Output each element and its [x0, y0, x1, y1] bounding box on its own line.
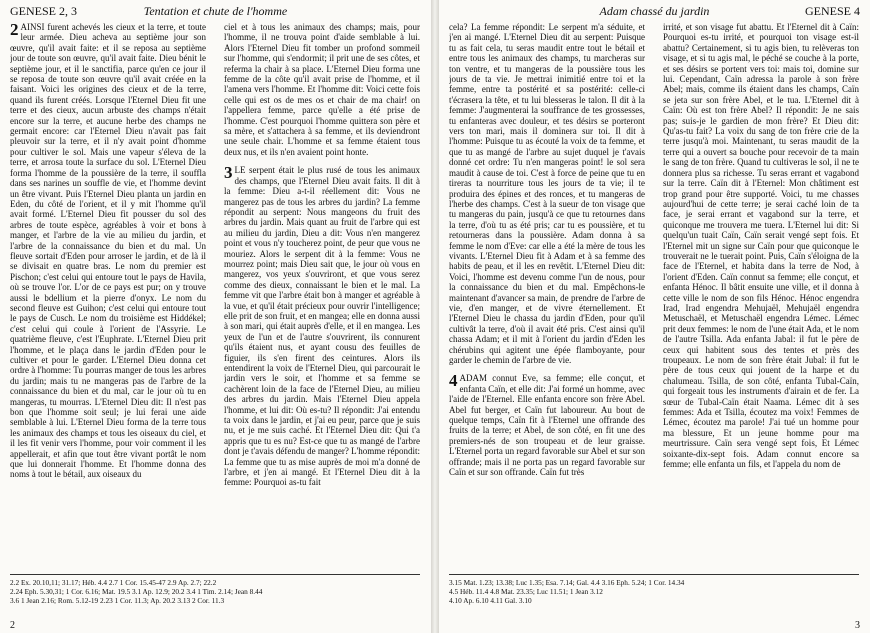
footnote-divider	[10, 574, 420, 575]
column-text: irrité, et son visage fut abattu. Et l'Eternel dit à Caïn: Pourquoi es-tu irrité, et pourquoi ton visage est-il abattu? Certainement, si tu agis bien, tu relèveras ton visage, et si tu agis mal, le péché se couche à la porte, et ses désirs se portent vers toi: mais toi, domine sur lui. Cependant, Caïn adressa la parole à son frère Abel; mais, comme ils étaient dans les champs, Caïn se jeta sur son frère Abel, et le tua. L'Eternel dit à Caïn: Où est ton frère Abel? Il répondit: Je ne sais pas; suis-je le gardien de mon frère? Et Dieu dit: Qu'as-tu fait? La voix du sang de ton frère crie de la terre jusqu'à moi. Maintenant, tu seras maudit de la terre qui a ouvert sa bouche pour recevoir de ta main le sang de ton frère. Quand tu cultiveras le sol, il ne te donnera plus sa richesse. Tu seras errant et vagabond sur la terre. Caïn dit à l'Eternel: Mon châtiment est trop grand pour être supporté. Voici, tu me chasses aujourd'hui de cette terre; je serai caché loin de ta face, je serai errant et vagabond sur la terre, et quiconque me trouvera me tuera. L'Eternel lui dit: Si quelqu'un tuait Caïn, Caïn serait vengé sept fois. Et l'Eternel mit un signe sur Caïn pour que quiconque le trouverait ne le tuerait point. Puis, Caïn s'éloigna de la face de l'Eternel, et habita dans la terre de Nod, à l'orient d'Eden. Caïn connut sa femme; elle conçut, et enfanta Hénoc. Il bâtit ensuite une ville, et il donna à cette ville le nom de son fils Hénoc. Hénoc engendra Irad, Irad engendra Mehujaël, Mehujaël engendra Metuschaël, et Metuschaël engendra Lémec. Lémec prit deux femmes: le nom de l'une était Ada, et le nom de l'autre Tsilla. Ada enfanta Jabal: il fut le père de ceux qui habitent sous des tentes et près des troupeaux. Le nom de son frère était Jubal: il fut le père de tous ceux qui jouent de la harpe et du chalumeau. Tsilla, de son côté, enfanta Tubal-Caïn, qui forgeait tous les instruments d'airain et de fer. La sœur de Tubal-Caïn était Naama. Lémec dit à ses femmes: Ada et Tsilla, écoutez ma voix! Femmes de Lémec, écoutez ma parole! J'ai tué un homme pour ma blessure, Et un jeune homme pour ma meurtrissure. Caïn sera vengé sept fois, Et Lémec soixante-dix-sept fois. Adam connut encore sa femme; elle enfanta un fils, et l'appela du nom de	[663, 22, 859, 470]
right-page-number: 3	[855, 620, 860, 631]
footnote-divider	[449, 574, 859, 575]
left-header-title: Tentation et chute de l'homme	[143, 4, 288, 18]
column-text: ADAM connut Eve, sa femme; elle conçut, et enfanta Caïn, et elle dit: J'ai formé un homme, avec l'aide de l'Eternel. Elle enfanta encore son frère Abel. Abel fut berger, et Caïn fut laboureur. Au bout de quelque temps, Caïn fit à l'Eternel une offrande des fruits de la terre; et Abel, de son côté, en fit une des premiers-nés de son troupeau et de leur graisse. L'Eternel porta un regard favorable sur Abel et sur son offrande; mais il ne porta pas un regard favorable sur Caïn et sur son offrande. Caïn fut très	[449, 373, 645, 478]
right-header	[449, 4, 860, 20]
left-column-2	[224, 22, 420, 488]
column-text: ciel et à tous les animaux des champs; mais, pour l'homme, il ne trouva point d'aide semblable à lui. Alors l'Eternel Dieu fit tomber un profond sommeil sur l'homme, qui s'endormit; il prit une de ses côtes, et referma la chair à sa place. L'Eternel Dieu forma une femme de la côte qu'il avait prise de l'homme, et il l'amena vers l'homme. Et l'homme dit: Voici cette fois celle qui est os de mes os et chair de ma chair! on l'appellera femme, parce qu'elle a été prise de l'homme. C'est pourquoi l'homme quittera son père et sa mère, et s'attachera à sa femme, et ils deviendront une seule chair. L'homme et sa femme étaient tous deux nus, et ils n'en avaient point honte.	[224, 22, 420, 157]
left-header	[10, 4, 421, 20]
footnote-line: 4.10 Ap. 6.10 4.11 Gal. 3.10	[449, 596, 532, 605]
left-page-number: 2	[10, 620, 15, 631]
footnote-line: 2.24 Eph. 5.30,31; 1 Cor. 6.16; Mat. 19.5 3.1 Ap. 12.9; 20.2 3.4 1 Tim. 2.14; Jean 8.44	[10, 587, 263, 596]
book-gutter	[431, 0, 439, 633]
footnote-line: 4.5 Héb. 11.4 4.8 Mat. 23.35; Luc 11.51; 1 Jean 3.12	[449, 587, 603, 596]
left-footnotes	[10, 578, 420, 605]
right-page	[439, 0, 870, 633]
footnote-line: 2.2 Ex. 20.10,11; 31.17; Héb. 4.4 2.7 1 Cor. 15.45-47 2.9 Ap. 2.7; 22.2	[10, 578, 217, 587]
right-header-book: GENESE 4	[805, 4, 860, 18]
chapter-number: 2	[10, 22, 19, 39]
column-text: AINSI furent achevés les cieux et la terre, et toute leur armée. Dieu acheva au septième jour son œuvre, qu'il avait faite: et il se reposa au septième jour de toute son œuvre, qu'il avait faite. Dieu bénit le septième jour, et il le sanctifia, parce qu'en ce jour il se reposa de toute son œuvre qu'il avait créée en la faisant. Voici les origines des cieux et de la terre, quand ils furent créés. Lorsque l'Eternel Dieu fit une terre et des cieux, aucun arbuste des champs n'était encore sur la terre, et aucune herbe des champs ne germait encore: car l'Eternel Dieu n'avait pas fait pleuvoir sur la terre, et il n'y avait point d'homme pour cultiver le sol. Mais une vapeur s'éleva de la terre, et arrosa toute la surface du sol. L'Eternel Dieu forma l'homme de la poussière de la terre, il souffla dans ses narines un souffle de vie, et l'homme devint un être vivant. Puis l'Eternel Dieu planta un jardin en Eden, du côté de l'orient, et il y mit l'homme qu'il avait formé. L'Eternel Dieu fit pousser du sol des arbres de toute espèce, agréables à voir et bons à manger, et l'arbre de la vie au milieu du jardin, et l'arbre de la connaissance du bien et du mal. Un fleuve sortait d'Eden pour arroser le jardin, et de là il se divisait en quatre bras. Le nom du premier est Pischon; c'est celui qui entoure tout le pays de Havila, où se trouve l'or. L'or de ce pays est pur; on y trouve aussi le bdellium et la pierre d'onyx. Le nom du second fleuve est Guihon; c'est celui qui entoure tout le pays de Cusch. Le nom du troisième est Hiddékel; c'est celui qui coule à l'orient de l'Assyrie. Le quatrième fleuve, c'est l'Euphrate. L'Eternel Dieu prit l'homme, et le plaça dans le jardin d'Eden pour le cultiver et pour le garder. L'Eternel Dieu donna cet ordre à l'homme: Tu pourras manger de tous les arbres du jardin; mais tu ne mangeras pas de l'arbre de la connaissance du bien et du mal, car le jour où tu en mangeras, tu mourras. L'Eternel Dieu dit: Il n'est pas bon que l'homme soit seul; je lui ferai une aide semblable à lui. L'Eternel Dieu forma de la terre tous les animaux des champs et tous les oiseaux du ciel, et il les fit venir vers l'homme, pour voir comment il les appellerait, et afin que tout être vivant portât le nom que lui donnerait l'homme. Et l'homme donna des noms à tout le bétail, aux oiseaux du	[10, 22, 206, 480]
left-column-1	[10, 22, 206, 480]
footnote-line: 3.15 Mat. 1.23; 13.38; Luc 1.35; Esa. 7.14; Gal. 4.4 3.16 Eph. 5.24; 1 Cor. 14.34	[449, 578, 685, 587]
chapter-number: 3	[224, 163, 233, 183]
column-text: LE serpent était le plus rusé de tous les animaux des champs, que l'Eternel Dieu avait faits. Il dit à la femme: Dieu a-t-il réellement dit: Vous ne mangerez pas de tous les arbres du jardin? La femme répondit au serpent: Nous mangeons du fruit des arbres du jardin. Mais quant au fruit de l'arbre qui est au milieu du jardin, Dieu a dit: Vous n'en mangerez point et vous n'y toucherez point, de peur que vous ne mouriez. Alors le serpent dit à la femme: Vous ne mourrez point; mais Dieu sait que, le jour où vous en mangerez, vos yeux s'ouvriront, et que vous serez comme des dieux, connaissant le bien et le mal. La femme vit que l'arbre était bon à manger et agréable à la vue, et qu'il était précieux pour ouvrir l'intelligence; elle prit de son fruit, et en mangea; elle en donna aussi à son mari, qui était auprès d'elle, et il en mangea. Les yeux de l'un et de l'autre s'ouvrirent, ils connurent qu'ils étaient nus, et ayant cousu des feuilles de figuier, ils s'en firent des ceintures. Alors ils entendirent la voix de l'Eternel Dieu, qui parcourait le jardin vers le soir, et l'homme et sa femme se cachèrent loin de la face de l'Eternel Dieu, au milieu des arbres du jardin. Mais l'Eternel Dieu appela l'homme, et lui dit: Où es-tu? Il répondit: J'ai entendu ta voix dans le jardin, et j'ai eu peur, parce que je suis nu, et je me suis caché. Et l'Eternel Dieu dit: Qui t'a appris que tu es nu? Est-ce que tu as mangé de l'arbre dont je t'avais défendu de manger? L'homme répondit: La femme que tu as mise auprès de moi m'a donné de l'arbre, et j'en ai mangé. Et l'Eternel Dieu dit à la femme: Pourquoi as-tu fait	[224, 165, 420, 488]
chapter-number: 4	[449, 371, 458, 391]
right-footnotes	[449, 578, 859, 605]
right-column-1	[449, 22, 645, 477]
right-column-2	[663, 22, 859, 469]
left-header-book: GENESE 2, 3	[10, 4, 77, 18]
column-text: cela? La femme répondit: Le serpent m'a séduite, et j'en ai mangé. L'Eternel Dieu dit au serpent: Puisque tu as fait cela, tu seras maudit entre tout le bétail et entre tous les animaux des champs, tu marcheras sur ton ventre, et tu mangeras de la poussière tous les jours de ta vie. Je mettrai inimitié entre toi et la femme, entre ta postérité et sa postérité: celle-ci t'écrasera la tête, et tu lui blesseras le talon. Il dit à la femme: J'augmenterai la souffrance de tes grossesses, tu enfanteras avec douleur, et tes désirs se porteront vers ton mari, mais il dominera sur toi. Il dit à l'homme: Puisque tu as écouté la voix de ta femme, et que tu as mangé de l'arbre au sujet duquel je t'avais donné cet ordre: Tu n'en mangeras point! le sol sera maudit à cause de toi. C'est à force de peine que tu en tireras ta nourriture tous les jours de ta vie; il te produira des épines et des ronces, et tu mangeras de l'herbe des champs. C'est à la sueur de ton visage que tu mangeras du pain, jusqu'à ce que tu retournes dans la terre, d'où tu as été pris; car tu es poussière, et tu retourneras dans la poussière. Adam donna à sa femme le nom d'Eve: car elle a été la mère de tous les vivants. L'Eternel Dieu fit à Adam et à sa femme des habits de peau, et il les en revêtit. L'Eternel Dieu dit: Voici, l'homme est devenu comme l'un de nous, pour la connaissance du bien et du mal. Empêchons-le maintenant d'avancer sa main, de prendre de l'arbre de vie, d'en manger, et de vivre éternellement. Et l'Eternel Dieu le chassa du jardin d'Eden, pour qu'il cultivât la terre, d'où il avait été pris. C'est ainsi qu'il chassa Adam; et il mit à l'orient du jardin d'Eden les chérubins qui agitent une épée flamboyante, pour garder le chemin de l'arbre de vie.	[449, 22, 645, 365]
right-header-title: Adam chassé du jardin	[599, 4, 710, 18]
footnote-line: 3.6 1 Jean 2.16; Rom. 5.12-19 2.23 1 Cor. 11.3; Ap. 20.2 3.13 2 Cor. 11.3	[10, 596, 225, 605]
left-page	[0, 0, 431, 633]
